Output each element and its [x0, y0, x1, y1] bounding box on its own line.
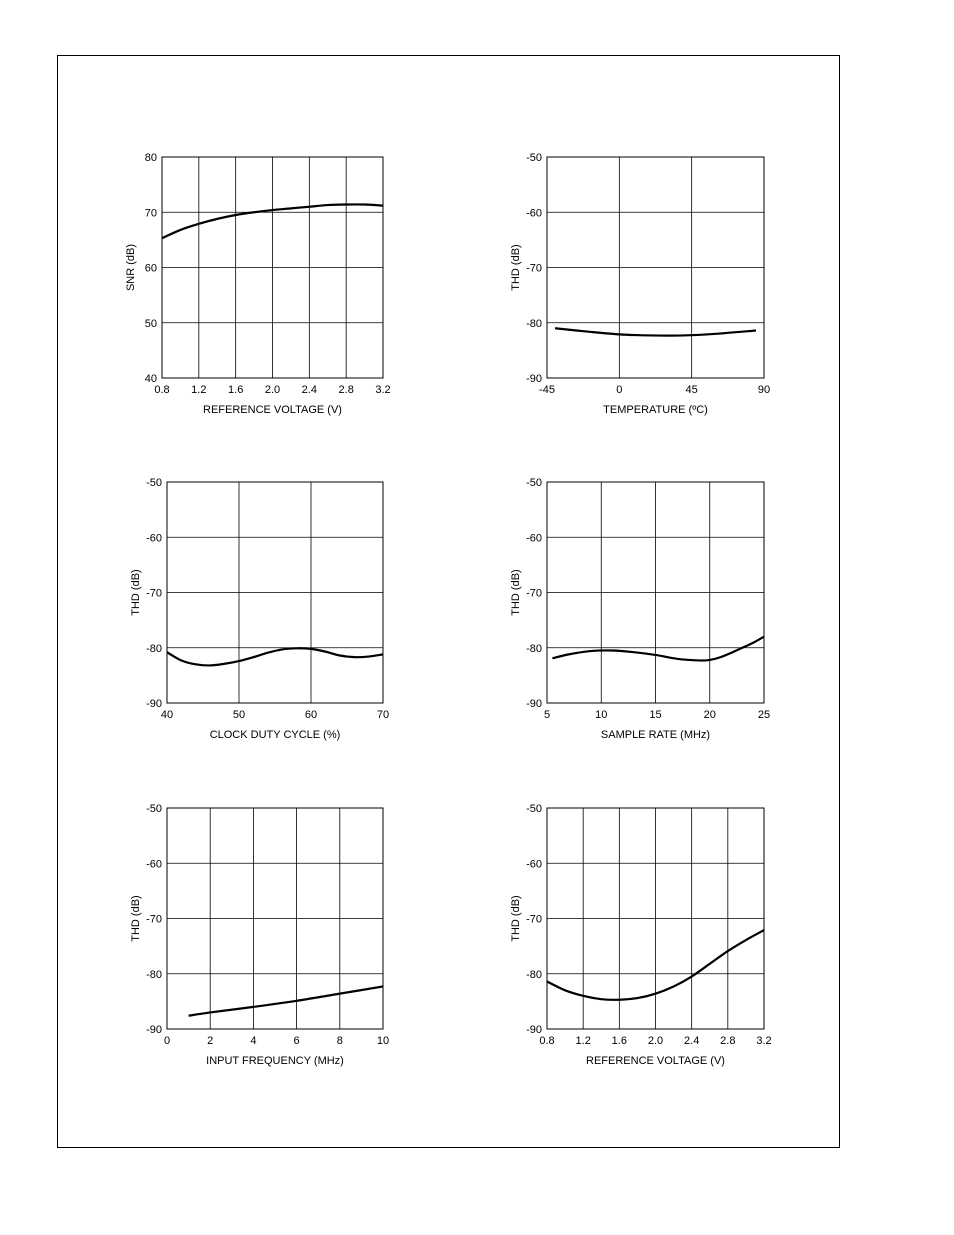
x-tick-label: 45 — [685, 384, 698, 396]
x-tick-label: 0 — [163, 1035, 171, 1047]
x-tick-label: 2 — [207, 1035, 214, 1047]
y-tick-label: -50 — [146, 477, 162, 489]
x-tick-label: 3.2 — [756, 1035, 772, 1047]
y-axis-label: THD (dB) — [510, 569, 522, 616]
x-tick-label: 20 — [703, 709, 716, 721]
chart-4 — [510, 477, 770, 741]
y-tick-label: 70 — [144, 207, 157, 220]
series-line — [167, 648, 383, 665]
x-tick-label: 5 — [543, 709, 551, 721]
x-tick-label: 2.8 — [338, 384, 354, 396]
y-tick-label: -70 — [526, 587, 542, 600]
y-tick-label: 50 — [144, 317, 157, 330]
chart-6 — [510, 803, 772, 1067]
y-axis-label: THD (dB) — [510, 244, 522, 291]
y-axis-label: SNR (dB) — [125, 243, 137, 292]
x-tick-label: 8 — [336, 1035, 343, 1047]
x-tick-label: 3.2 — [375, 384, 391, 396]
x-tick-label: 40 — [160, 709, 174, 721]
x-tick-label: 1.2 — [575, 1035, 591, 1047]
x-tick-label: 6 — [293, 1035, 300, 1047]
y-tick-label: -60 — [526, 207, 542, 220]
y-tick-label: -80 — [146, 642, 162, 655]
y-tick-label: -90 — [146, 1024, 162, 1036]
y-tick-label: -70 — [146, 587, 162, 600]
y-tick-label: 60 — [144, 262, 157, 275]
x-tick-label: 1.6 — [228, 384, 244, 396]
y-tick-label: 40 — [144, 373, 157, 385]
x-tick-label: 15 — [649, 709, 662, 721]
y-tick-label: -90 — [526, 373, 542, 385]
y-tick-label: -90 — [526, 1024, 542, 1036]
x-tick-label: 10 — [595, 709, 608, 721]
y-tick-label: -60 — [526, 858, 542, 871]
y-tick-label: -50 — [526, 477, 542, 489]
y-tick-label: -50 — [526, 152, 542, 164]
x-tick-label: 10 — [376, 1035, 390, 1047]
y-tick-label: -80 — [526, 642, 542, 655]
chart-3 — [130, 477, 389, 741]
x-tick-label: 70 — [376, 709, 390, 721]
x-axis-label: REFERENCE VOLTAGE (V) — [203, 404, 342, 416]
y-tick-label: -70 — [146, 913, 162, 926]
x-tick-label: 2.4 — [301, 384, 317, 396]
x-tick-label: 50 — [232, 709, 246, 721]
x-tick-label: 1.6 — [611, 1035, 627, 1047]
x-tick-label: 1.2 — [191, 384, 207, 396]
y-tick-label: -90 — [146, 698, 162, 710]
x-tick-label: 2.0 — [264, 384, 281, 396]
x-tick-label: 4 — [250, 1035, 257, 1047]
y-tick-label: -80 — [146, 968, 162, 981]
x-tick-label: 0 — [616, 384, 623, 396]
y-axis-label: THD (dB) — [130, 895, 142, 942]
x-axis-label: CLOCK DUTY CYCLE (%) — [209, 729, 341, 741]
x-axis-label: TEMPERATURE (ºC) — [603, 404, 708, 416]
x-tick-label: 2.4 — [684, 1035, 700, 1047]
y-tick-label: 80 — [144, 152, 157, 164]
x-axis-label: REFERENCE VOLTAGE (V) — [586, 1055, 725, 1067]
x-tick-label: -45 — [539, 384, 555, 396]
y-tick-label: -50 — [146, 803, 162, 815]
series-line — [552, 637, 764, 661]
chart-5 — [130, 803, 389, 1067]
x-axis-label: SAMPLE RATE (MHz) — [600, 729, 711, 741]
y-axis-label: THD (dB) — [510, 895, 522, 942]
y-tick-label: -80 — [526, 317, 542, 330]
y-tick-label: -60 — [146, 858, 162, 871]
series-line — [189, 986, 383, 1015]
y-tick-label: -70 — [526, 262, 542, 275]
y-tick-label: -70 — [526, 913, 542, 926]
x-tick-label: 0.8 — [154, 384, 170, 396]
x-tick-label: 0.8 — [539, 1035, 555, 1047]
x-tick-label: 90 — [757, 384, 771, 396]
x-axis-label: INPUT FREQUENCY (MHz) — [206, 1055, 344, 1067]
chart-1 — [125, 152, 391, 416]
x-tick-label: 2.8 — [720, 1035, 736, 1047]
y-tick-label: -60 — [526, 532, 542, 545]
y-tick-label: -60 — [146, 532, 162, 545]
y-tick-label: -90 — [526, 698, 542, 710]
series-line — [555, 328, 756, 335]
chart-2 — [510, 152, 770, 416]
y-tick-label: -50 — [526, 803, 542, 815]
x-tick-label: 25 — [757, 709, 771, 721]
x-tick-label: 60 — [304, 709, 318, 721]
x-tick-label: 2.0 — [647, 1035, 664, 1047]
y-tick-label: -80 — [526, 968, 542, 981]
y-axis-label: THD (dB) — [130, 569, 142, 616]
